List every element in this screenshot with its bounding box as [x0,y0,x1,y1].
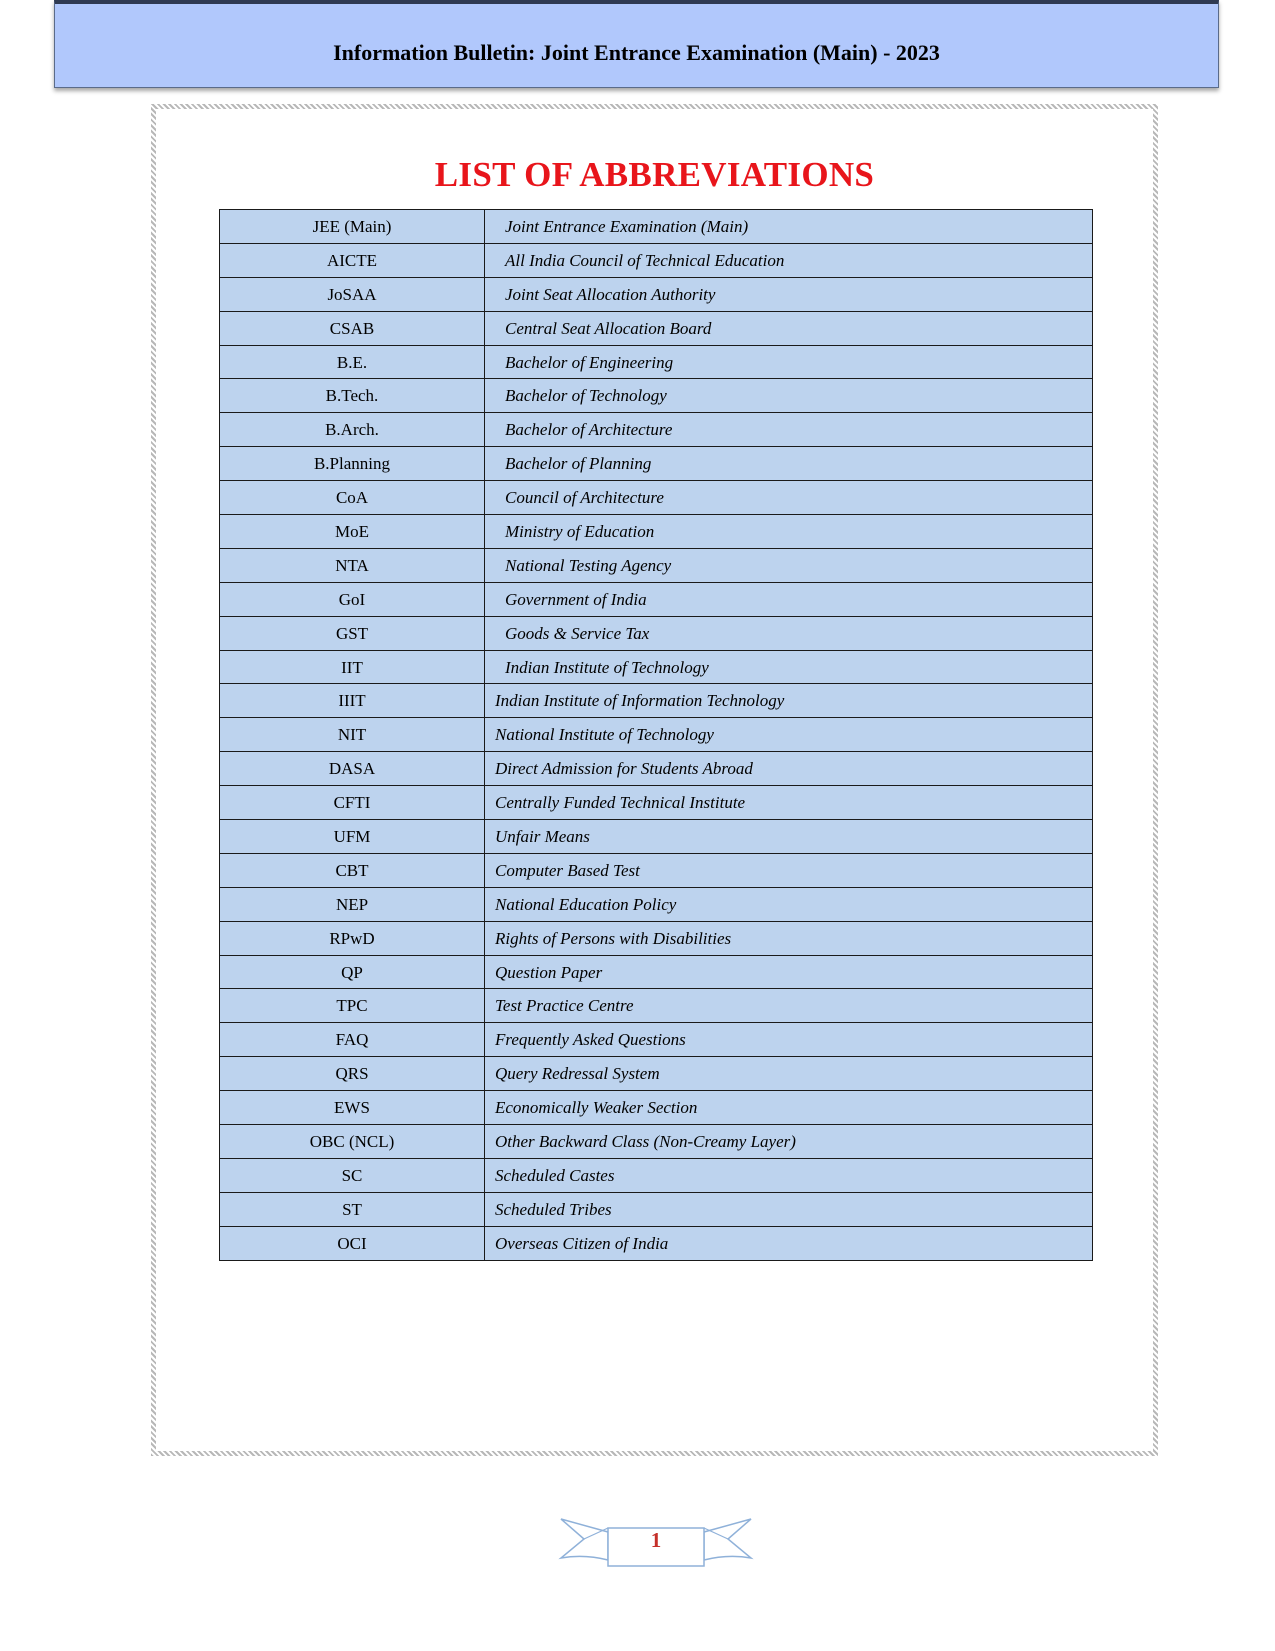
table-row [220,1091,1093,1125]
table-row [220,447,1093,481]
abbreviation-cell: QRS [220,1057,485,1091]
abbreviation-cell: NTA [220,548,485,582]
table-row [220,887,1093,921]
abbreviation-cell: EWS [220,1091,485,1125]
abbreviation-cell: RPwD [220,921,485,955]
full-form-cell: Overseas Citizen of India [485,1226,1093,1260]
abbreviation-cell: ST [220,1192,485,1226]
table-row [220,379,1093,413]
table-row [220,650,1093,684]
table-row [220,243,1093,277]
full-form-cell: All India Council of Technical Education [485,243,1093,277]
abbreviation-cell: SC [220,1158,485,1192]
full-form-cell: Centrally Funded Technical Institute [485,786,1093,820]
full-form-cell: Economically Weaker Section [485,1091,1093,1125]
table-row [220,548,1093,582]
table-row [220,853,1093,887]
abbreviation-cell: CFTI [220,786,485,820]
abbreviations-table [219,209,1093,1261]
table-row [220,582,1093,616]
abbreviation-cell: GST [220,616,485,650]
full-form-cell: National Education Policy [485,887,1093,921]
table-row [220,786,1093,820]
table-row [220,277,1093,311]
table-row [220,210,1093,244]
header-title: Information Bulletin: Joint Entrance Examination (Main) - 2023 [333,40,940,65]
abbreviation-cell: GoI [220,582,485,616]
table-row [220,1158,1093,1192]
abbreviation-cell: CBT [220,853,485,887]
table-row [220,1023,1093,1057]
abbreviation-cell: DASA [220,752,485,786]
table-row [220,1226,1093,1260]
abbreviation-cell: B.E. [220,345,485,379]
table-row [220,752,1093,786]
full-form-cell: Other Backward Class (Non-Creamy Layer) [485,1125,1093,1159]
table-row [220,1125,1093,1159]
full-form-cell: Scheduled Castes [485,1158,1093,1192]
full-form-cell: Rights of Persons with Disabilities [485,921,1093,955]
table-row [220,955,1093,989]
table-row [220,515,1093,549]
full-form-cell: National Institute of Technology [485,718,1093,752]
table-row [220,989,1093,1023]
table-row [220,1057,1093,1091]
full-form-cell: Query Redressal System [485,1057,1093,1091]
abbreviation-cell: CSAB [220,311,485,345]
full-form-cell: Indian Institute of Information Technology [485,684,1093,718]
abbreviation-cell: NIT [220,718,485,752]
full-form-cell: Question Paper [485,955,1093,989]
header-band [54,0,1219,88]
abbreviation-cell: OCI [220,1226,485,1260]
full-form-cell: Ministry of Education [485,515,1093,549]
page-title: LIST OF ABBREVIATIONS [434,155,875,194]
abbreviation-cell: MoE [220,515,485,549]
table-row [220,718,1093,752]
full-form-cell: Bachelor of Technology [485,379,1093,413]
full-form-cell: Indian Institute of Technology [485,650,1093,684]
table-row [220,684,1093,718]
abbreviation-cell: B.Arch. [220,413,485,447]
full-form-cell: Unfair Means [485,820,1093,854]
full-form-cell: Frequently Asked Questions [485,1023,1093,1057]
full-form-cell: Bachelor of Engineering [485,345,1093,379]
abbreviation-cell: FAQ [220,1023,485,1057]
full-form-cell: Bachelor of Architecture [485,413,1093,447]
full-form-cell: Test Practice Centre [485,989,1093,1023]
abbreviation-cell: JEE (Main) [220,210,485,244]
abbreviation-cell: IIT [220,650,485,684]
abbreviation-cell: UFM [220,820,485,854]
page-number: 1 [650,1528,662,1552]
full-form-cell: Scheduled Tribes [485,1192,1093,1226]
abbreviation-cell: IIIT [220,684,485,718]
abbreviation-cell: QP [220,955,485,989]
full-form-cell: Joint Entrance Examination (Main) [485,210,1093,244]
abbreviation-cell: NEP [220,887,485,921]
table-row [220,820,1093,854]
full-form-cell: Central Seat Allocation Board [485,311,1093,345]
full-form-cell: Bachelor of Planning [485,447,1093,481]
table-row [220,311,1093,345]
abbreviations-table-body [220,210,1093,1261]
full-form-cell: National Testing Agency [485,548,1093,582]
page-border-frame [151,104,1158,1456]
abbreviation-cell: TPC [220,989,485,1023]
full-form-cell: Joint Seat Allocation Authority [485,277,1093,311]
abbreviation-cell: B.Planning [220,447,485,481]
abbreviation-cell: OBC (NCL) [220,1125,485,1159]
full-form-cell: Government of India [485,582,1093,616]
abbreviation-cell: JoSAA [220,277,485,311]
full-form-cell: Direct Admission for Students Abroad [485,752,1093,786]
table-row [220,413,1093,447]
full-form-cell: Computer Based Test [485,853,1093,887]
table-row [220,345,1093,379]
table-row [220,616,1093,650]
full-form-cell: Council of Architecture [485,481,1093,515]
table-row [220,481,1093,515]
abbreviation-cell: B.Tech. [220,379,485,413]
abbreviation-cell: CoA [220,481,485,515]
full-form-cell: Goods & Service Tax [485,616,1093,650]
table-row [220,1192,1093,1226]
abbreviation-cell: AICTE [220,243,485,277]
table-row [220,921,1093,955]
